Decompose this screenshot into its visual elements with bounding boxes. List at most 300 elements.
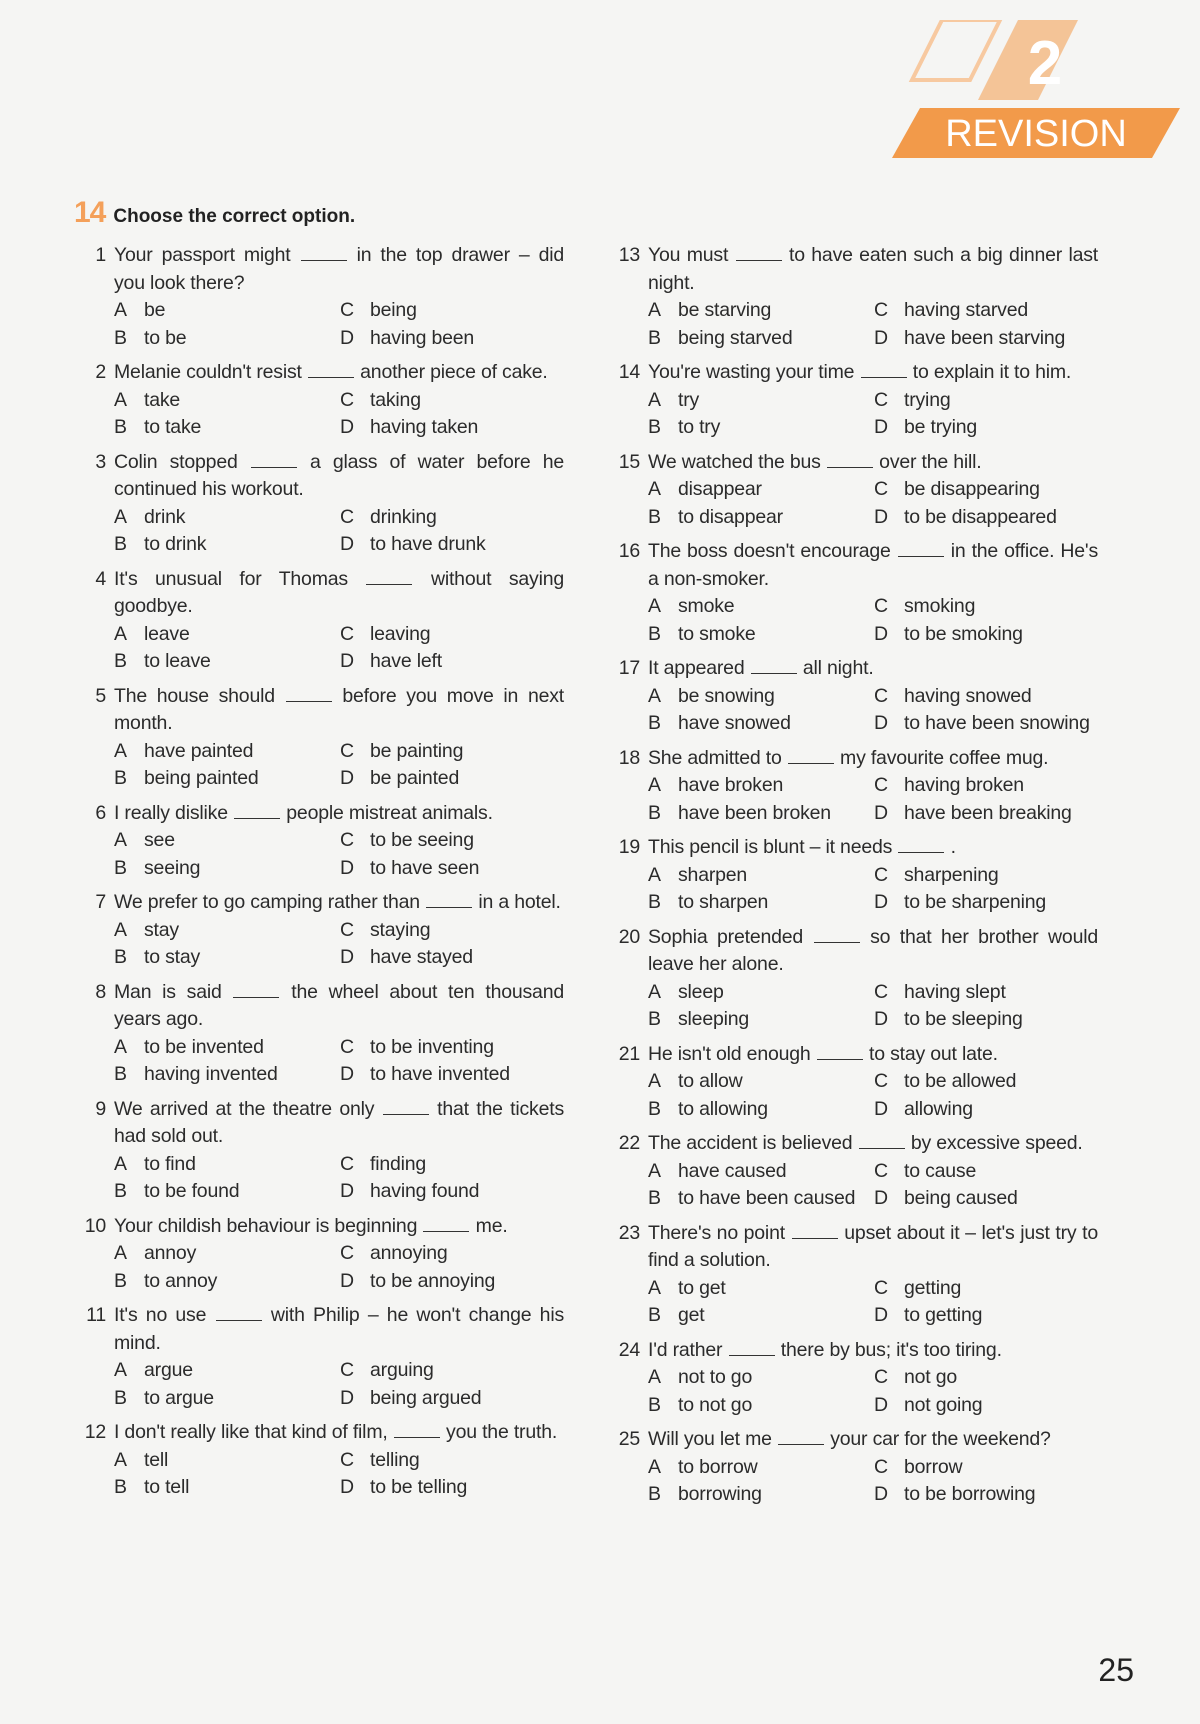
question-text-before: The accident is believed [648, 1132, 853, 1154]
question-text [114, 1302, 564, 1357]
option-text: to have drunk [370, 533, 486, 555]
option-a[interactable] [648, 772, 874, 800]
answer-blank[interactable] [736, 244, 782, 261]
question-item [84, 1419, 564, 1502]
option-d[interactable] [340, 765, 594, 793]
question-number: 14 [618, 361, 640, 383]
unit-label: REVISION [945, 113, 1127, 155]
option-c[interactable] [874, 387, 1128, 415]
answer-blank[interactable] [898, 836, 944, 853]
option-d[interactable] [874, 1185, 1128, 1213]
option-b[interactable] [648, 889, 874, 917]
option-text: be disappearing [904, 478, 1040, 500]
option-a[interactable] [648, 979, 874, 1007]
option-a[interactable] [114, 1447, 340, 1475]
option-text: get [678, 1304, 705, 1326]
option-letter: C [874, 1455, 888, 1478]
option-b[interactable] [648, 414, 874, 442]
option-text: to not go [678, 1393, 753, 1416]
answer-blank[interactable] [286, 685, 332, 702]
answer-blank[interactable] [301, 244, 347, 261]
option-b[interactable] [648, 621, 874, 649]
question-item [618, 359, 1098, 442]
option-a[interactable] [114, 1151, 340, 1179]
option-b[interactable] [114, 414, 340, 442]
question-text [648, 449, 1098, 477]
option-letter: B [648, 1187, 661, 1209]
answer-blank[interactable] [792, 1222, 838, 1239]
question-item [84, 683, 564, 793]
answer-blank[interactable] [861, 361, 907, 378]
question-number: 4 [95, 567, 106, 590]
option-b[interactable] [114, 1474, 340, 1502]
option-text: to disappear [678, 505, 783, 528]
option-c[interactable] [340, 621, 594, 649]
question-text-before: This pencil is blunt – it needs [648, 836, 893, 858]
option-c[interactable] [874, 1364, 1128, 1392]
question-text-before: Sophia pretended [648, 925, 804, 948]
options-grid [114, 621, 564, 676]
option-letter: B [648, 712, 661, 734]
options-grid [648, 1454, 1098, 1509]
option-d[interactable] [340, 531, 594, 559]
option-d[interactable] [340, 944, 594, 972]
options-grid [648, 683, 1098, 738]
answer-blank[interactable] [383, 1098, 429, 1115]
question-item [618, 834, 1098, 917]
options-grid [648, 297, 1098, 352]
option-letter: A [648, 1276, 661, 1299]
option-d[interactable] [874, 621, 1128, 649]
option-letter: D [340, 946, 354, 968]
question-number: 8 [95, 980, 106, 1003]
option-letter: A [648, 684, 661, 707]
question-number: 5 [95, 684, 106, 707]
left-question-column [84, 242, 564, 1509]
option-d[interactable] [874, 1481, 1128, 1509]
option-d[interactable] [874, 1006, 1128, 1034]
option-a[interactable] [648, 593, 874, 621]
options-grid [114, 917, 564, 972]
question-text [114, 1096, 564, 1151]
option-b[interactable] [648, 1185, 874, 1213]
option-text: to take [144, 416, 202, 438]
option-c[interactable] [874, 1275, 1128, 1303]
option-letter: D [340, 856, 354, 879]
option-c[interactable] [874, 593, 1128, 621]
option-letter: B [648, 1393, 661, 1416]
option-text: annoy [144, 1242, 197, 1264]
option-letter: C [874, 684, 888, 707]
option-a[interactable] [114, 504, 340, 532]
option-letter: B [648, 891, 661, 913]
option-a[interactable] [648, 1068, 874, 1096]
option-c[interactable] [340, 1447, 594, 1475]
option-letter: B [114, 946, 127, 968]
option-b[interactable] [648, 325, 874, 353]
option-text: to annoy [144, 1269, 218, 1292]
option-text: to tell [144, 1476, 190, 1498]
option-b[interactable] [114, 944, 340, 972]
option-text: to be sleeping [904, 1008, 1023, 1030]
option-text: to allowing [678, 1097, 768, 1120]
option-letter: D [874, 1483, 888, 1505]
option-c[interactable] [340, 297, 594, 325]
answer-blank[interactable] [778, 1428, 824, 1445]
option-letter: D [340, 767, 354, 789]
option-letter: A [648, 1366, 661, 1388]
option-b[interactable] [648, 504, 874, 532]
option-letter: A [114, 1242, 127, 1264]
option-text: arguing [370, 1359, 434, 1381]
option-text: be snowing [678, 684, 775, 707]
option-letter: D [874, 416, 888, 438]
question-text-before: It appeared [648, 657, 745, 679]
option-a[interactable] [114, 1240, 340, 1268]
answer-blank[interactable] [366, 568, 412, 585]
option-c[interactable] [340, 504, 594, 532]
option-c[interactable] [340, 1357, 594, 1385]
question-text [648, 538, 1098, 593]
question-text-after: all night. [802, 657, 874, 679]
option-a[interactable] [648, 1364, 874, 1392]
option-text: to drink [144, 533, 207, 555]
option-c[interactable] [874, 476, 1128, 504]
option-text: be painted [370, 767, 460, 789]
unit-number: 2 [1027, 29, 1063, 98]
option-letter: C [874, 478, 888, 500]
answer-blank[interactable] [788, 747, 834, 764]
question-text [114, 1213, 564, 1241]
option-c[interactable] [340, 1240, 594, 1268]
option-c[interactable] [874, 1158, 1128, 1186]
answer-blank[interactable] [751, 657, 797, 674]
option-b[interactable] [114, 531, 340, 559]
option-d[interactable] [340, 648, 594, 676]
option-d[interactable] [340, 1385, 594, 1413]
option-c[interactable] [874, 683, 1128, 711]
option-b[interactable] [648, 1392, 874, 1420]
question-text-after: there by bus; it's too tiring. [780, 1338, 1002, 1361]
option-letter: A [114, 1152, 127, 1175]
option-b[interactable] [114, 1385, 340, 1413]
option-text: drinking [370, 505, 437, 528]
option-b[interactable] [648, 1006, 874, 1034]
option-text: to be disappeared [904, 505, 1057, 528]
option-text: being [370, 299, 417, 321]
option-a[interactable] [648, 297, 874, 325]
option-d[interactable] [874, 325, 1128, 353]
question-text [648, 924, 1098, 979]
option-text: to have invented [370, 1063, 510, 1085]
option-letter: B [648, 416, 661, 438]
option-letter: C [340, 1152, 354, 1175]
option-b[interactable] [114, 765, 340, 793]
option-text: sleeping [678, 1008, 750, 1030]
option-b[interactable] [114, 855, 340, 883]
answer-blank[interactable] [216, 1304, 262, 1321]
question-text-before: Colin stopped [114, 450, 238, 473]
option-letter: C [340, 622, 354, 645]
answer-blank[interactable] [898, 540, 944, 557]
question-text-after: by excessive speed. [910, 1132, 1083, 1154]
option-letter: B [648, 801, 661, 824]
answer-blank[interactable] [817, 1043, 863, 1060]
option-letter: A [114, 739, 127, 762]
answer-blank[interactable] [308, 361, 354, 378]
options-grid [648, 387, 1098, 442]
answer-blank[interactable] [233, 981, 279, 998]
option-a[interactable] [114, 621, 340, 649]
question-text-after: in a hotel. [478, 891, 561, 913]
question-text-before: Your childish behaviour is beginning [114, 1214, 418, 1237]
question-text-after: me. [475, 1214, 508, 1237]
option-d[interactable] [340, 1474, 594, 1502]
question-number: 2 [95, 361, 106, 383]
option-letter: B [114, 533, 127, 555]
option-text: to be borrowing [904, 1483, 1036, 1505]
option-c[interactable] [874, 1068, 1128, 1096]
option-letter: C [340, 1448, 354, 1471]
option-d[interactable] [874, 710, 1128, 738]
answer-blank[interactable] [814, 926, 860, 943]
option-a[interactable] [114, 917, 340, 945]
question-number: 22 [618, 1132, 640, 1154]
question-text-before: It's unusual for Thomas [114, 567, 348, 590]
option-text: having invented [144, 1063, 278, 1085]
option-text: staying [370, 918, 431, 941]
question-text-after: to explain it to him. [912, 361, 1072, 383]
question-item [618, 1426, 1098, 1509]
question-text-before: You must [648, 244, 729, 266]
option-d[interactable] [340, 855, 594, 883]
answer-blank[interactable] [859, 1132, 905, 1149]
question-text-after: in the top drawer – did you look there? [114, 244, 564, 294]
option-c[interactable] [340, 827, 594, 855]
option-b[interactable] [648, 800, 874, 828]
option-a[interactable] [648, 1158, 874, 1186]
options-grid [648, 1068, 1098, 1123]
options-grid [114, 387, 564, 442]
option-text: to sharpen [678, 891, 769, 913]
option-d[interactable] [874, 414, 1128, 442]
option-letter: D [874, 1393, 888, 1416]
option-c[interactable] [340, 1034, 594, 1062]
question-number: 25 [618, 1428, 640, 1450]
question-text-before: You're wasting your time [648, 361, 855, 383]
option-b[interactable] [114, 325, 340, 353]
question-text [648, 1130, 1098, 1158]
answer-blank[interactable] [827, 451, 873, 468]
question-item [84, 889, 564, 972]
option-text: to be inventing [370, 1035, 494, 1058]
options-grid [114, 1034, 564, 1089]
answer-blank[interactable] [426, 891, 472, 908]
question-item [84, 800, 564, 883]
question-text-before: I really dislike [114, 801, 228, 824]
option-letter: D [874, 712, 888, 734]
option-d[interactable] [340, 1268, 594, 1296]
question-text-after: with Philip – he won't change his mind. [114, 1304, 565, 1354]
option-text: take [144, 388, 181, 411]
question-number: 6 [95, 801, 106, 824]
option-c[interactable] [874, 772, 1128, 800]
question-text-before: She admitted to [648, 746, 782, 769]
option-a[interactable] [114, 1034, 340, 1062]
option-a[interactable] [114, 1357, 340, 1385]
option-a[interactable] [648, 1454, 874, 1482]
exercise-instruction: Choose the correct option. [113, 206, 356, 227]
option-text: annoying [370, 1242, 448, 1264]
option-d[interactable] [874, 889, 1128, 917]
question-item [84, 979, 564, 1089]
question-text-after: in the office. He's a non-smoker. [648, 540, 1099, 590]
option-letter: D [874, 891, 888, 913]
answer-blank[interactable] [394, 1421, 440, 1438]
option-text: to borrow [678, 1455, 758, 1478]
option-letter: C [874, 595, 888, 617]
option-d[interactable] [340, 1061, 594, 1089]
option-d[interactable] [340, 1178, 594, 1206]
option-d[interactable] [340, 325, 594, 353]
option-letter: D [874, 326, 888, 349]
option-letter: C [340, 739, 354, 762]
question-text-before: I don't really like that kind of film, [114, 1421, 388, 1443]
question-number: 12 [84, 1421, 106, 1443]
option-b[interactable] [114, 1268, 340, 1296]
option-text: drink [144, 505, 186, 528]
option-letter: C [340, 829, 354, 851]
question-text [114, 800, 564, 828]
option-d[interactable] [874, 1096, 1128, 1124]
option-c[interactable] [874, 979, 1128, 1007]
option-text: having starved [904, 299, 1029, 321]
option-d[interactable] [874, 1302, 1128, 1330]
option-letter: B [648, 1304, 661, 1326]
question-text-after: over the hill. [879, 450, 982, 473]
option-d[interactable] [874, 800, 1128, 828]
question-text-before: Will you let me [648, 1428, 772, 1450]
question-item [618, 1130, 1098, 1213]
option-b[interactable] [114, 1061, 340, 1089]
question-item [84, 242, 564, 352]
option-text: being caused [904, 1187, 1018, 1209]
option-text: argue [144, 1359, 193, 1381]
option-text: to be sharpening [904, 891, 1047, 913]
option-a[interactable] [114, 827, 340, 855]
option-b[interactable] [648, 1096, 874, 1124]
option-text: trying [904, 388, 951, 411]
question-number: 15 [618, 450, 640, 473]
option-text: having taken [370, 416, 479, 438]
option-text: be painting [370, 739, 464, 762]
option-text: to leave [144, 650, 211, 672]
question-item [84, 1302, 564, 1412]
option-b[interactable] [114, 1178, 340, 1206]
option-letter: A [648, 1455, 661, 1478]
option-text: to have been caused [678, 1187, 856, 1209]
question-number: 23 [618, 1221, 640, 1244]
question-text-after: your car for the weekend? [830, 1428, 1051, 1450]
option-text: to getting [904, 1304, 983, 1326]
option-letter: A [114, 299, 127, 321]
options-grid [648, 476, 1098, 531]
option-a[interactable] [114, 297, 340, 325]
option-b[interactable] [648, 1302, 874, 1330]
question-number: 19 [618, 836, 640, 858]
option-letter: D [340, 1476, 354, 1498]
option-letter: A [648, 388, 661, 411]
option-d[interactable] [874, 1392, 1128, 1420]
option-text: have been starving [904, 326, 1066, 349]
option-a[interactable] [648, 476, 874, 504]
option-a[interactable] [114, 387, 340, 415]
option-text: have been breaking [904, 801, 1072, 824]
option-a[interactable] [648, 387, 874, 415]
question-text [114, 242, 564, 297]
option-letter: D [874, 801, 888, 824]
option-a[interactable] [648, 862, 874, 890]
option-letter: C [874, 299, 888, 321]
question-text [114, 566, 564, 621]
option-a[interactable] [114, 738, 340, 766]
option-d[interactable] [340, 414, 594, 442]
option-d[interactable] [874, 504, 1128, 532]
option-c[interactable] [874, 862, 1128, 890]
question-text-after: another piece of cake. [360, 361, 548, 383]
option-a[interactable] [648, 1275, 874, 1303]
option-text: be [144, 299, 166, 321]
options-grid [648, 979, 1098, 1034]
answer-blank[interactable] [234, 802, 280, 819]
answer-blank[interactable] [729, 1339, 775, 1356]
option-letter: A [114, 918, 127, 941]
option-letter: D [340, 1063, 354, 1085]
option-text: having been [370, 326, 475, 349]
option-c[interactable] [340, 1151, 594, 1179]
question-text-before: There's no point [648, 1221, 785, 1244]
answer-blank[interactable] [423, 1215, 469, 1232]
option-b[interactable] [648, 1481, 874, 1509]
option-c[interactable] [340, 917, 594, 945]
option-letter: A [114, 622, 127, 645]
option-c[interactable] [874, 297, 1128, 325]
option-text: to be found [144, 1180, 240, 1202]
option-letter: A [648, 863, 661, 886]
option-text: to get [678, 1276, 726, 1299]
answer-blank[interactable] [251, 451, 297, 468]
option-letter: B [114, 650, 127, 672]
option-c[interactable] [340, 738, 594, 766]
option-text: to be telling [370, 1476, 468, 1498]
option-letter: A [114, 1359, 127, 1381]
option-c[interactable] [340, 387, 594, 415]
option-text: leave [144, 622, 190, 645]
option-b[interactable] [648, 710, 874, 738]
question-text [648, 242, 1098, 297]
option-text: leaving [370, 622, 431, 645]
option-letter: B [648, 1008, 661, 1030]
question-text [114, 1419, 564, 1447]
option-text: sharpening [904, 863, 999, 886]
option-c[interactable] [874, 1454, 1128, 1482]
option-b[interactable] [114, 648, 340, 676]
question-text-after: my favourite coffee mug. [840, 746, 1049, 769]
option-letter: B [648, 326, 661, 349]
option-letter: B [114, 416, 127, 438]
option-letter: D [340, 416, 354, 438]
option-a[interactable] [648, 683, 874, 711]
